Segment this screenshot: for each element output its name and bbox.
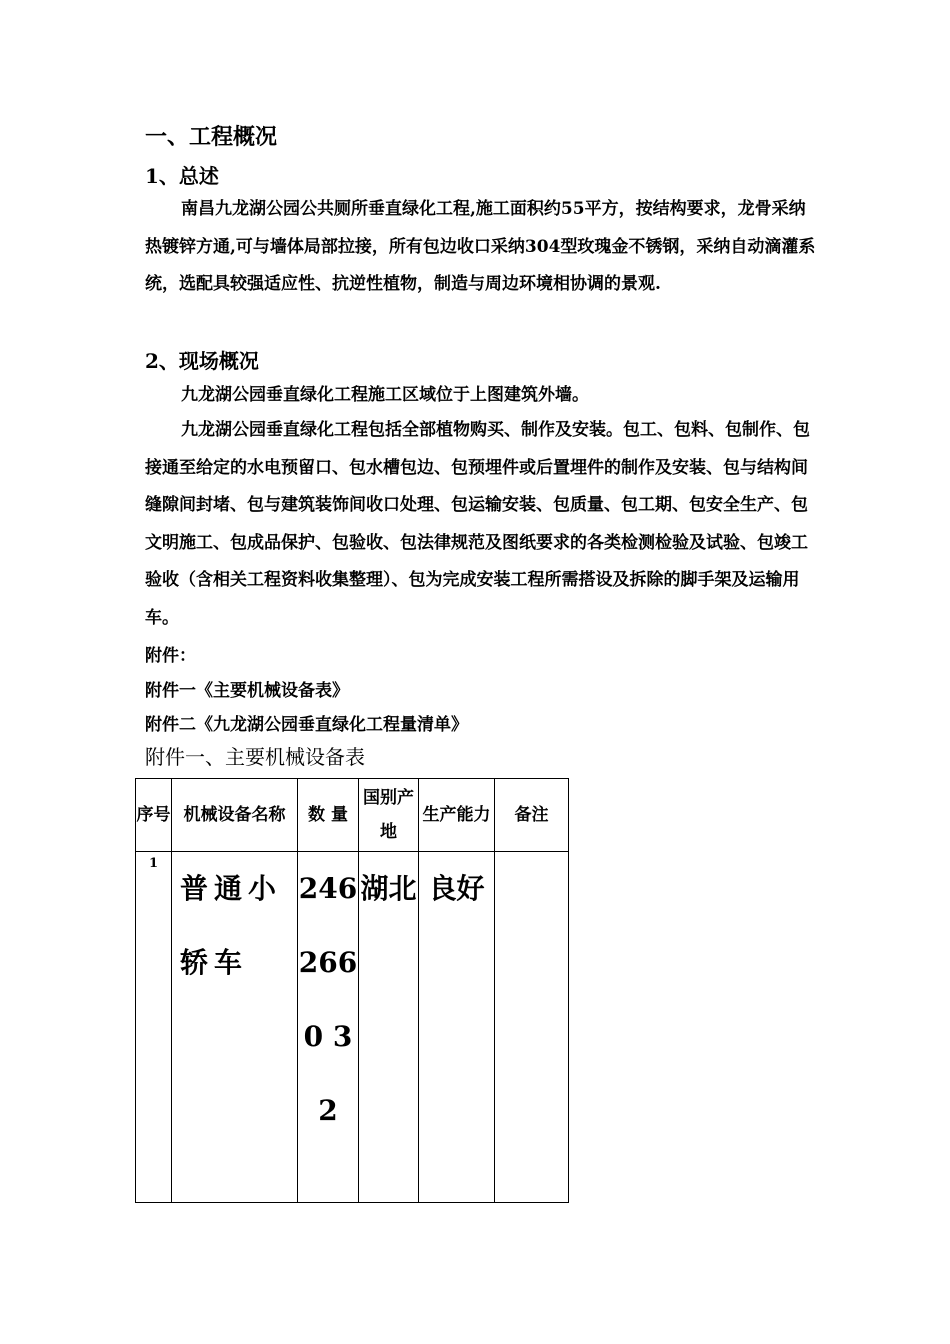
subsection-heading-site: 2、现场概况 <box>145 349 259 373</box>
cell-note <box>495 852 569 1203</box>
section-heading-overview: 一、工程概况 <box>145 124 278 150</box>
paragraph-overview: 南昌九龙湖公园公共厕所垂直绿化工程,施工面积约55平方，按结构要求，龙骨采纳热镀锌方通,可与墙体局部拉接，所有包边收口采纳304型玫瑰金不锈钢，采纳自动滴灌系统，选配具较强适应性、抗逆性植物，制造与周边环境相协调的景观. <box>145 199 816 294</box>
equipment-table <box>135 778 569 1203</box>
table-row <box>136 852 569 1203</box>
paragraph-site-scope: 九龙湖公园垂直绿化工程包括全部植物购买、制作及安装。包工、包料、包制作、包接通至给定的水电预留口、包水槽包边、包预埋件或后置埋件的制作及安装、包与结构间缝隙间封堵、包与建筑装饰间收口处理、包运输安装、包质量、包工期、包安全生产、包文明施工、包成品保护、包验收、包法律规范及图纸要求的各类检测检验及试验、包竣工验收（含相关工程资料收集整理）、包为完成安装工程所需搭设及拆除的脚手架及运输用车。 <box>145 420 810 628</box>
attachment-two: 附件二《九龙湖公园垂直绿化工程量清单》 <box>145 715 468 735</box>
header-note: 备注 <box>495 779 569 852</box>
attachment-one: 附件一《主要机械设备表》 <box>145 681 349 701</box>
table-header-row <box>136 779 569 852</box>
table-caption: 附件一、主要机械设备表 <box>145 745 365 769</box>
cell-quantity: 2462660 32 <box>298 852 359 1203</box>
cell-origin: 湖北 <box>359 852 419 1203</box>
attachments-label: 附件： <box>145 646 196 666</box>
paragraph-site-location: 九龙湖公园垂直绿化工程施工区域位于上图建筑外墙。 <box>181 385 589 405</box>
header-origin: 国别产地 <box>359 779 419 852</box>
cell-seq: 1 <box>136 852 172 1203</box>
header-seq: 序号 <box>136 779 172 852</box>
header-quantity: 数 量 <box>298 779 359 852</box>
header-capacity: 生产能力 <box>419 779 495 852</box>
header-equipment-name: 机械设备名称 <box>172 779 298 852</box>
subsection-heading-summary: 1、总述 <box>145 164 219 188</box>
cell-capacity: 良好 <box>419 852 495 1203</box>
cell-equipment-name: 普通小轿车 <box>172 852 298 1203</box>
